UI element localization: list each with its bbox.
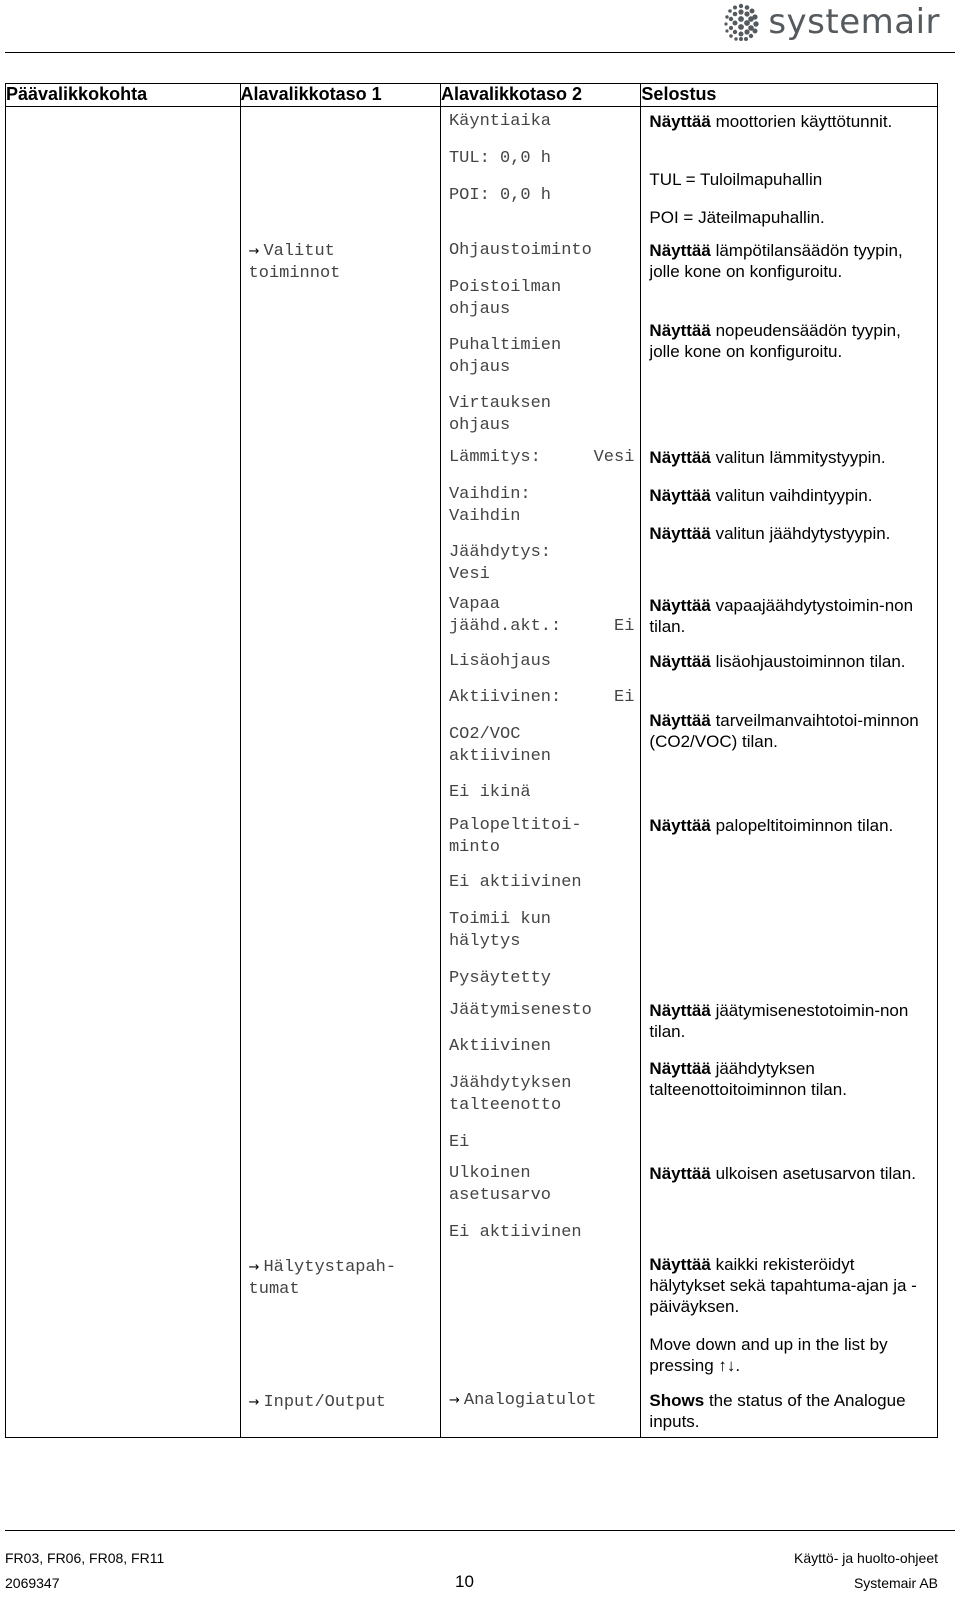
- desc-move-hint: Move down and up in the list by pressing ↑↓.: [649, 1335, 888, 1375]
- desc-palopelti: Näyttää palopeltitoiminnon tilan.: [649, 816, 894, 835]
- desc-kayntiaika: Näyttää moottorien käyttötunnit.: [649, 112, 893, 131]
- header-description: Selostus: [641, 84, 938, 107]
- submenu-1-cell: [240, 107, 440, 1438]
- header-rule: [5, 52, 955, 53]
- value-tul: TUL: 0,0 h: [448, 149, 552, 168]
- footer-company: Systemair AB: [853, 1575, 938, 1591]
- header-submenu-2: Alavalikkotaso 2: [440, 84, 640, 107]
- option-poistoilman-ohjaus[interactable]: Poistoilman ohjaus: [448, 278, 562, 319]
- desc-jaahdytys: Näyttää valitun jäähdytystyypin.: [649, 524, 891, 543]
- submenu-item-analogiatulot[interactable]: → Analogiatulot: [448, 1391, 597, 1410]
- footer-rule: [5, 1530, 955, 1531]
- table-body-row: [6, 107, 938, 1438]
- desc-jaahdytyksen-talteenotto: Näyttää jäähdytyksen talteenottoitoiminnon tilan.: [649, 1059, 847, 1099]
- value-poi: POI: 0,0 h: [448, 186, 552, 205]
- main-menu-cell: [6, 107, 241, 1438]
- systemair-logo: [720, 2, 940, 42]
- row-vapaa-jaahd[interactable]: Vapaa jäähd.akt.: Ei: [448, 595, 635, 636]
- description-cell: [641, 107, 938, 1438]
- row-vaihdin[interactable]: Vaihdin: Vaihdin: [448, 485, 531, 526]
- label-kayntiaika: Käyntiaika: [448, 112, 552, 131]
- arrow-right-icon: →: [448, 1393, 460, 1408]
- desc-vaihdin: Näyttää valitun vaihdintyypin.: [649, 486, 873, 505]
- arrow-right-icon: →: [248, 244, 260, 259]
- arrow-right-icon: →: [248, 1395, 260, 1410]
- row-toimii-kun-halytys[interactable]: Toimii kun hälytys: [448, 910, 552, 951]
- desc-lammitys: Näyttää valitun lämmitystyypin.: [649, 448, 886, 467]
- value-aktiivinen: Aktiivinen: [448, 1037, 552, 1056]
- desc-tul: TUL = Tuloilmapuhallin: [649, 170, 823, 189]
- desc-jaatymisenesto: Näyttää jäätymisenestotoimin-non tilan.: [649, 1001, 909, 1041]
- footer-doc-title: Käyttö- ja huolto-ohjeet: [794, 1550, 938, 1566]
- value-ei-aktiivinen: Ei aktiivinen: [448, 873, 582, 892]
- submenu-item-valitut-toiminnot[interactable]: → Valitut toiminnot: [248, 242, 341, 283]
- label-lisaohjaus[interactable]: Lisäohjaus: [448, 652, 552, 671]
- desc-lisaohjaus: Näyttää lisäohjaustoiminnon tilan.: [649, 652, 906, 671]
- header-submenu-1: Alavalikkotaso 1: [240, 84, 440, 107]
- row-co2-voc[interactable]: CO2/VOC aktiivinen: [448, 725, 552, 766]
- footer-models: FR03, FR06, FR08, FR11: [5, 1550, 165, 1566]
- submenu-2-cell: [440, 107, 640, 1438]
- value-ei-ikina: Ei ikinä: [448, 783, 531, 802]
- value-pysaytetty: Pysäytetty: [448, 969, 552, 988]
- brand-name: systemair: [768, 2, 940, 42]
- row-jaahdytyksen-talteenotto[interactable]: Jäähdytyksen talteenotto: [448, 1074, 572, 1115]
- row-aktiivinen[interactable]: Aktiivinen: Ei: [448, 688, 635, 707]
- desc-co2-voc: Näyttää tarveilmanvaihtotoi-minnon (CO2/VOC) tilan.: [649, 711, 919, 751]
- table-header-row: [6, 84, 938, 107]
- arrow-right-icon: →: [248, 1260, 260, 1275]
- header-main-menu: Päävalikkokohta: [6, 84, 241, 107]
- desc-nopeudensaato: Näyttää nopeudensäädön tyypin, jolle kone on konfiguroitu.: [649, 321, 901, 361]
- label-ohjaustoiminto[interactable]: Ohjaustoiminto: [448, 241, 592, 260]
- desc-analogiatulot: Shows the status of the Analogue inputs.: [649, 1391, 906, 1431]
- option-puhaltimien-ohjaus[interactable]: Puhaltimien ohjaus: [448, 336, 562, 377]
- submenu-item-input-output[interactable]: → Input/Output: [248, 1393, 386, 1412]
- value-ei: Ei: [448, 1133, 470, 1152]
- menu-table: [5, 83, 938, 1438]
- label-jaatymisenesto[interactable]: Jäätymisenesto: [448, 1001, 592, 1020]
- footer-doc-number: 2069347: [5, 1575, 60, 1591]
- desc-ulkoinen-asetusarvo: Näyttää ulkoisen asetusarvon tilan.: [649, 1164, 916, 1183]
- label-ulkoinen-asetusarvo[interactable]: Ulkoinen asetusarvo: [448, 1164, 552, 1205]
- row-lammitys[interactable]: Lämmitys: Vesi: [448, 448, 635, 467]
- label-palopeltitoiminto[interactable]: Palopeltitoi-minto: [448, 816, 582, 857]
- footer-page-number: 10: [455, 1572, 474, 1591]
- desc-vapaajaahdytys: Näyttää vapaajäähdytystoimin-non tilan.: [649, 596, 914, 636]
- desc-poi: POI = Jäteilmapuhallin.: [649, 208, 825, 227]
- desc-ohjaustoiminto: Näyttää lämpötilansäädön tyypin, jolle kone on konfiguroitu.: [649, 241, 903, 281]
- systemair-logo-icon: [720, 2, 762, 42]
- option-virtauksen-ohjaus[interactable]: Virtauksen ohjaus: [448, 394, 552, 435]
- submenu-item-halytystapahtumat[interactable]: → Hälytystapah-tumat: [248, 1258, 397, 1299]
- desc-halytykset: Näyttää kaikki rekisteröidyt hälytykset sekä tapahtuma-ajan ja -päiväyksen.: [649, 1255, 917, 1316]
- value-ei-aktiivinen-2: Ei aktiivinen: [448, 1223, 582, 1242]
- row-jaahdytys[interactable]: Jäähdytys: Vesi: [448, 543, 552, 584]
